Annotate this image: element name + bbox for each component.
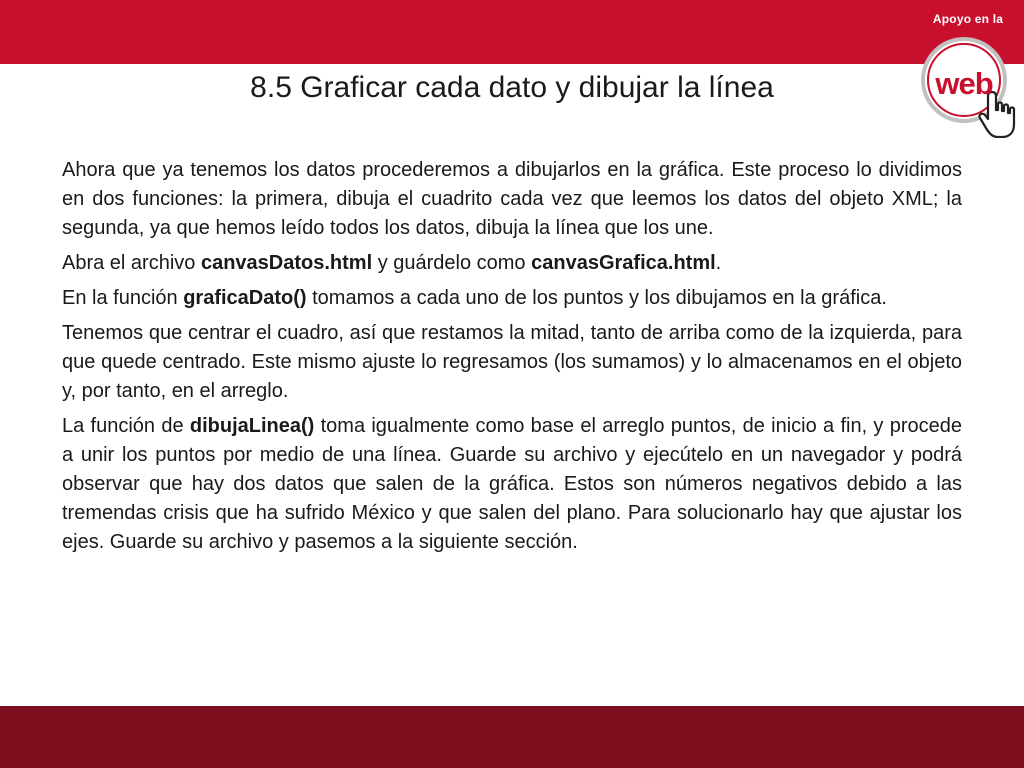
p2-after: . xyxy=(715,252,722,274)
slide-title: 8.5 Graficar cada dato y dibujar la línea xyxy=(250,71,774,104)
paragraph-3 xyxy=(62,284,962,313)
footer-band xyxy=(0,706,1024,768)
p2-middle: y guárdelo como xyxy=(372,252,532,274)
p5-before: La función de xyxy=(62,415,190,437)
paragraph-5 xyxy=(62,412,962,557)
slide-body xyxy=(62,156,962,563)
header-band xyxy=(0,0,1024,64)
logo-caption: Apoyo en la xyxy=(932,12,1004,26)
p3-after: tomamos a cada uno de los puntos y los dibujamos en la gráfica. xyxy=(306,287,887,309)
p5-after: toma igualmente como base el arreglo puntos, de inicio a fin, y procede a unir los puntos por medio de una línea. Guarde su archivo y ejecútelo en un navegador y podrá observar que hay dos datos que salen de la gráfica. Estos son números negativos debido a las tremendas crisis que ha sufrido México y que salen del plano. Para solucionarlo hay que ajustar los ejes. Guarde su archivo y pasemos a la siguiente sección. xyxy=(62,415,962,553)
function-name-dibujalinea: dibujaLinea() xyxy=(189,415,315,437)
file-name-canvasdatos: canvasDatos.html xyxy=(200,252,373,274)
paragraph-1: Ahora que ya tenemos los datos procederemos a dibujarlos en la gráfica. Este proceso lo dividimos en dos funciones: la primera, dibuja el cuadrito cada vez que leemos los datos del objeto XML; la segunda, ya que hemos leído todos los datos, dibuja la línea que los une. xyxy=(62,159,962,239)
paragraph-4: Tenemos que centrar el cuadro, así que restamos la mitad, tanto de arriba como de la izquierda, para que quede centrado. Este mismo ajuste lo regresamos (los sumamos) y lo almacenamos en el objeto y, por tanto, en el arreglo. xyxy=(62,322,962,402)
p2-before: Abra el archivo xyxy=(62,252,201,274)
function-name-graficadato: graficaDato() xyxy=(183,287,307,309)
logo-word: web xyxy=(935,66,993,101)
p3-before: En la función xyxy=(62,287,184,309)
file-name-canvasgrafica: canvasGrafica.html xyxy=(531,252,716,274)
paragraph-2 xyxy=(62,249,962,278)
